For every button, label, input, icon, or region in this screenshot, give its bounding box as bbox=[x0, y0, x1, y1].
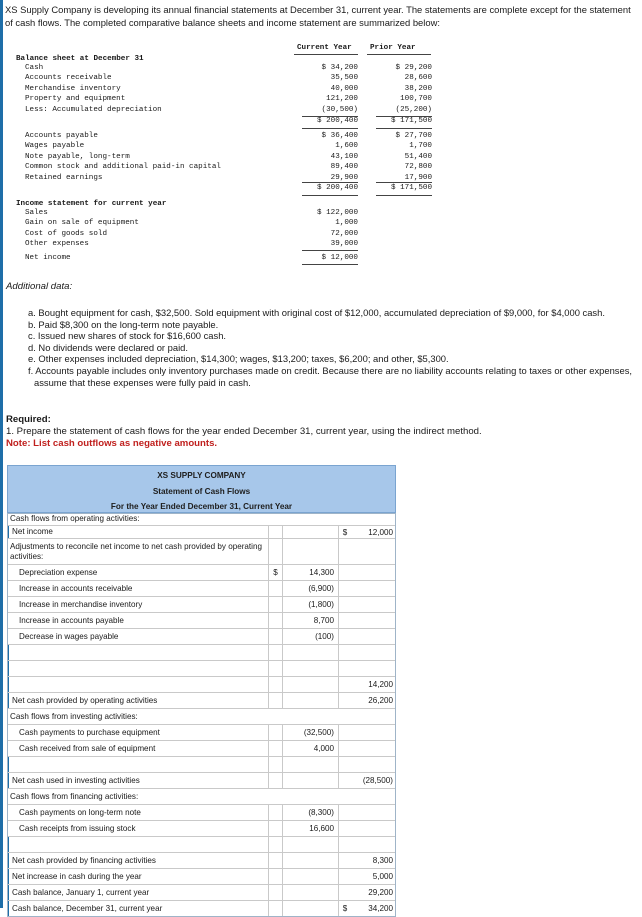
cf-amount-col1: (32,500) bbox=[283, 725, 339, 740]
cf-amount-col1: (8,300) bbox=[283, 805, 339, 820]
cf-row-label: Cash balance, December 31, current year bbox=[7, 901, 269, 916]
required-note: Note: List cash outflows as negative amounts. bbox=[6, 438, 218, 449]
cf-dollar-sign bbox=[269, 597, 283, 612]
asset-row-label: Accounts receivable bbox=[25, 74, 112, 83]
income-row-current: 72,000 bbox=[330, 229, 358, 238]
cf-amount-col1 bbox=[283, 885, 339, 900]
cf-dollar-sign bbox=[339, 581, 351, 596]
asset-row bbox=[0, 64, 640, 74]
balance-sheet-title: Balance sheet at December 31 bbox=[16, 55, 144, 63]
asset-row-prior: (25,200) bbox=[395, 105, 432, 114]
cf-dollar-sign bbox=[269, 805, 283, 820]
net-income-row-label: Net income bbox=[25, 254, 71, 262]
cf-amount-col2 bbox=[351, 725, 396, 740]
cf-dollar-sign bbox=[339, 805, 351, 820]
cf-dollar-sign bbox=[339, 853, 351, 868]
liability-row-label: Common stock and additional paid-in capital bbox=[25, 163, 221, 172]
liability-row-prior: 17,900 bbox=[404, 173, 432, 182]
additional-item: a. Bought equipment for cash, $32,500. Sold equipment with original cost of $12,000, accumulated depreciation of $9,000, for $4,000 cash. bbox=[28, 307, 605, 318]
cf-amount-col1 bbox=[283, 853, 339, 868]
rule-line bbox=[376, 116, 432, 117]
cf-dollar-sign bbox=[269, 629, 283, 644]
cf-row bbox=[7, 526, 396, 539]
rule-line bbox=[376, 195, 432, 196]
cf-dollar-sign bbox=[269, 613, 283, 628]
cf-amount-col1: 8,700 bbox=[283, 613, 339, 628]
cf-dollar-sign bbox=[339, 885, 351, 900]
cf-dollar-sign bbox=[269, 725, 283, 740]
cf-amount-col1: (1,800) bbox=[283, 597, 339, 612]
income-row bbox=[0, 219, 640, 229]
cf-amount-col2: 8,300 bbox=[372, 856, 393, 865]
asset-row-label: Cash bbox=[25, 64, 44, 72]
cf-dollar-sign bbox=[269, 693, 283, 708]
cf-amount-col1 bbox=[283, 773, 339, 788]
cf-amount-col1 bbox=[283, 869, 339, 884]
required-block bbox=[6, 414, 626, 450]
cf-amount-col1: 16,600 bbox=[283, 821, 339, 836]
rule-line bbox=[302, 250, 358, 251]
cf-amount-col2 bbox=[351, 757, 396, 772]
cf-row-label: Adjustments to reconcile net income to net cash provided by operating activities: bbox=[7, 539, 269, 564]
cf-dollar-sign bbox=[339, 539, 351, 564]
cf-dollar-sign bbox=[339, 693, 351, 708]
cf-dollar-sign bbox=[269, 581, 283, 596]
cf-row-label bbox=[7, 757, 269, 772]
cf-row-label: Cash flows from operating activities: bbox=[10, 514, 140, 523]
cf-row-label: Cash flows from financing activities: bbox=[10, 791, 139, 801]
total-liab-row-current: $ 200,400 bbox=[316, 184, 358, 192]
cf-row bbox=[7, 597, 396, 613]
asset-row bbox=[0, 85, 640, 95]
income-row bbox=[0, 209, 640, 219]
total-liab-row bbox=[0, 184, 640, 194]
liability-row-label: Note payable, long-term bbox=[25, 152, 130, 161]
cf-amount-col1: (100) bbox=[283, 629, 339, 644]
cf-dollar-sign bbox=[269, 741, 283, 756]
intro-text: XS Supply Company is developing its annual financial statements at December 31, current year. The statements are complete except for the statement of cash flows. The completed comparative balance sheets and income statement are summarized below: bbox=[5, 4, 631, 28]
rule-line bbox=[302, 195, 358, 196]
cf-row bbox=[7, 629, 396, 645]
cf-row-label: Net cash provided by financing activities bbox=[7, 853, 269, 868]
cf-amount-col1 bbox=[283, 526, 339, 538]
cf-row-label: Increase in merchandise inventory bbox=[7, 597, 269, 612]
cf-row-label: Cash received from sale of equipment bbox=[7, 741, 269, 756]
cf-amount-col2 bbox=[351, 539, 396, 564]
cf-row bbox=[7, 581, 396, 597]
income-row-label: Other expenses bbox=[25, 240, 89, 249]
cf-row bbox=[7, 885, 396, 901]
cf-amount-col2 bbox=[351, 597, 396, 612]
cf-dollar-sign bbox=[339, 725, 351, 740]
cf-dollar-sign bbox=[269, 837, 283, 852]
cf-row bbox=[7, 821, 396, 837]
liability-row-current: 29,900 bbox=[330, 173, 358, 182]
cf-amount-col2 bbox=[351, 805, 396, 820]
cf-row-label: Increase in accounts payable bbox=[7, 613, 269, 628]
liability-row-prior: 1,700 bbox=[409, 142, 432, 151]
rule-line bbox=[376, 128, 432, 129]
required-heading: Required: bbox=[6, 414, 51, 425]
cf-row bbox=[7, 725, 396, 741]
cf-amount-col1 bbox=[283, 901, 339, 916]
asset-row-label: Less: Accumulated depreciation bbox=[25, 105, 162, 114]
additional-item: b. Paid $8,300 on the long-term note payable. bbox=[28, 318, 219, 330]
cf-amount-col2 bbox=[351, 741, 396, 756]
cf-dollar-sign bbox=[269, 901, 283, 916]
cf-dollar-sign bbox=[339, 773, 351, 788]
total-assets-row bbox=[0, 117, 640, 127]
cf-row bbox=[7, 565, 396, 581]
cf-row-label: Net increase in cash during the year bbox=[7, 869, 269, 884]
net-income-row-current: $ 12,000 bbox=[321, 254, 358, 262]
cf-amount-col2 bbox=[351, 821, 396, 836]
cf-row-label: Decrease in wages payable bbox=[7, 629, 269, 644]
liability-row-prior: 51,400 bbox=[404, 152, 432, 161]
liability-row-current: 43,100 bbox=[330, 152, 358, 161]
additional-item: d. No dividends were declared or paid. bbox=[28, 341, 188, 353]
cf-dollar-sign bbox=[339, 869, 351, 884]
cf-amount-col1 bbox=[283, 837, 339, 852]
cf-amount-col2: 34,200 bbox=[368, 904, 393, 913]
total-liab-row-prior: $ 171,500 bbox=[390, 184, 432, 192]
cf-dollar-sign bbox=[339, 821, 351, 836]
cf-amount-col2: (28,500) bbox=[362, 776, 393, 785]
cf-dollar-sign bbox=[339, 677, 351, 692]
liability-row-label: Retained earnings bbox=[25, 173, 103, 182]
cf-row bbox=[7, 741, 396, 757]
cf-amount-col2 bbox=[351, 581, 396, 596]
cf-row-label: Cash payments on long-term note bbox=[7, 805, 269, 820]
col-current-header: Current Year bbox=[297, 44, 352, 52]
income-row-current: 1,000 bbox=[335, 219, 358, 228]
liability-row-label: Wages payable bbox=[25, 142, 85, 151]
cf-company: XS SUPPLY COMPANY bbox=[157, 471, 246, 480]
cf-amount-col2 bbox=[351, 565, 396, 580]
cf-row bbox=[7, 613, 396, 629]
liability-row-prior: $ 27,700 bbox=[395, 132, 432, 140]
cf-dollar-sign bbox=[269, 645, 283, 660]
cf-dollar-sign bbox=[269, 526, 283, 538]
rule-line bbox=[376, 182, 432, 183]
required-item: 1. Prepare the statement of cash flows for the year ended December 31, current year, using the indirect method. bbox=[6, 426, 482, 437]
cf-row-label bbox=[7, 677, 269, 692]
rule-line bbox=[302, 182, 358, 183]
liability-row-current: $ 36,400 bbox=[321, 132, 358, 140]
cf-dollar-sign bbox=[269, 885, 283, 900]
cf-row bbox=[7, 901, 396, 917]
income-row-current: $ 122,000 bbox=[316, 209, 358, 217]
cf-row-label: Cash balance, January 1, current year bbox=[7, 885, 269, 900]
cf-amount-col2 bbox=[351, 837, 396, 852]
cf-dollar-sign bbox=[269, 821, 283, 836]
cf-row bbox=[7, 661, 396, 677]
cf-dollar-sign: $ bbox=[342, 904, 348, 913]
income-row-label: Sales bbox=[25, 209, 48, 217]
cf-amount-col2 bbox=[351, 661, 396, 676]
cf-dollar-sign bbox=[269, 661, 283, 676]
income-row bbox=[0, 240, 640, 250]
total-assets-row-prior: $ 171,500 bbox=[390, 117, 432, 125]
asset-row bbox=[0, 106, 640, 116]
cf-amount-col1: (6,900) bbox=[283, 581, 339, 596]
liability-row bbox=[0, 142, 640, 152]
additional-item: c. Issued new shares of stock for $16,600 cash. bbox=[28, 330, 227, 342]
cf-dollar-sign bbox=[339, 565, 351, 580]
cf-header bbox=[7, 465, 396, 513]
cf-row bbox=[7, 645, 396, 661]
cf-dollar-sign bbox=[269, 773, 283, 788]
cf-amount-col2 bbox=[351, 645, 396, 660]
cf-dollar-sign bbox=[339, 629, 351, 644]
cf-row-label: Cash receipts from issuing stock bbox=[7, 821, 269, 836]
cf-row-label bbox=[7, 645, 269, 660]
cf-row-label bbox=[7, 837, 269, 852]
asset-row-prior: 28,600 bbox=[404, 74, 432, 83]
cf-row bbox=[7, 513, 396, 526]
additional-item: f. Accounts payable includes only inventory purchases made on credit. Because there are no liability accounts relating to taxes or other expenses, assume that these expenses were fully paid in cash. bbox=[28, 364, 632, 388]
liability-row-prior: 72,800 bbox=[404, 163, 432, 172]
rule-line bbox=[302, 116, 358, 117]
cf-row-label: Cash flows from investing activities: bbox=[10, 711, 138, 721]
cf-row-label: Net cash provided by operating activities bbox=[7, 693, 269, 708]
cf-dollar-sign bbox=[269, 869, 283, 884]
liability-row bbox=[0, 132, 640, 142]
cf-dollar-sign bbox=[339, 613, 351, 628]
liability-row-current: 1,600 bbox=[335, 142, 358, 151]
rule-line bbox=[302, 128, 358, 129]
cf-amount-col1 bbox=[283, 757, 339, 772]
additional-title: Additional data: bbox=[6, 281, 73, 292]
asset-row-prior: $ 29,200 bbox=[395, 64, 432, 72]
cf-row bbox=[7, 789, 396, 805]
cf-row-label: Cash payments to purchase equipment bbox=[7, 725, 269, 740]
cf-row bbox=[7, 805, 396, 821]
asset-row-current: 121,200 bbox=[326, 95, 358, 104]
income-title: Income statement for current year bbox=[16, 200, 167, 208]
asset-row-prior: 100,700 bbox=[400, 95, 432, 104]
cf-amount-col1 bbox=[283, 677, 339, 692]
cf-amount-col2: 5,000 bbox=[372, 872, 393, 881]
cf-row bbox=[7, 869, 396, 885]
cf-row-label bbox=[7, 661, 269, 676]
income-row-label: Cost of goods sold bbox=[25, 229, 108, 238]
cf-amount-col2 bbox=[351, 629, 396, 644]
cf-amount-col1 bbox=[283, 661, 339, 676]
cf-amount-col1 bbox=[283, 693, 339, 708]
total-assets-row-current: $ 200,400 bbox=[316, 117, 358, 125]
col-prior-header: Prior Year bbox=[370, 44, 416, 52]
cf-amount-col1: 14,300 bbox=[283, 565, 339, 580]
cf-row-label: Net cash used in investing activities bbox=[7, 773, 269, 788]
cf-dollar-sign bbox=[339, 837, 351, 852]
cf-dollar-sign bbox=[339, 661, 351, 676]
cf-amount-col2: 29,200 bbox=[368, 888, 393, 897]
cf-dollar-sign bbox=[339, 597, 351, 612]
asset-row bbox=[0, 95, 640, 105]
cf-statement: Statement of Cash Flows bbox=[152, 487, 251, 496]
liability-row bbox=[0, 153, 640, 163]
cf-amount-col1: 4,000 bbox=[283, 741, 339, 756]
cf-row bbox=[7, 773, 396, 789]
liability-row bbox=[0, 163, 640, 173]
cf-row-label: Increase in accounts receivable bbox=[7, 581, 269, 596]
income-row-current: 39,000 bbox=[330, 240, 358, 249]
cf-row bbox=[7, 693, 396, 709]
income-row bbox=[0, 230, 640, 240]
asset-row-current: (30,500) bbox=[321, 105, 358, 114]
liability-row-current: 89,400 bbox=[330, 163, 358, 172]
additional-list bbox=[20, 307, 632, 388]
cf-dollar-sign bbox=[339, 741, 351, 756]
income-row-label: Gain on sale of equipment bbox=[25, 219, 139, 228]
cf-amount-col2 bbox=[351, 613, 396, 628]
cf-row bbox=[7, 677, 396, 693]
rule-line bbox=[302, 264, 358, 265]
cf-dollar-sign bbox=[269, 757, 283, 772]
asset-row-current: 35,500 bbox=[330, 74, 358, 83]
cf-row bbox=[7, 837, 396, 853]
cf-dollar-sign: $ bbox=[269, 565, 283, 580]
asset-row-label: Merchandise inventory bbox=[25, 84, 121, 93]
cf-amount-col1 bbox=[283, 539, 339, 564]
asset-row-current: 40,000 bbox=[330, 84, 358, 93]
cf-row bbox=[7, 709, 396, 725]
cf-row-label: Depreciation expense bbox=[7, 565, 269, 580]
cf-row bbox=[7, 757, 396, 773]
cf-amount-col2: 14,200 bbox=[368, 680, 393, 689]
net-income-row bbox=[0, 254, 640, 264]
cf-amount-col2: 26,200 bbox=[368, 696, 393, 705]
cf-dollar-sign bbox=[339, 645, 351, 660]
asset-row-label: Property and equipment bbox=[25, 95, 126, 104]
asset-row-current: $ 34,200 bbox=[321, 64, 358, 72]
cf-period: For the Year Ended December 31, Current Year bbox=[110, 502, 293, 511]
cf-row bbox=[7, 853, 396, 869]
cf-row bbox=[7, 539, 396, 565]
cf-dollar-sign bbox=[269, 677, 283, 692]
asset-row-prior: 38,200 bbox=[404, 84, 432, 93]
cf-dollar-sign bbox=[269, 539, 283, 564]
cf-amount-col2: 12,000 bbox=[368, 527, 393, 537]
liability-row-label: Accounts payable bbox=[25, 132, 98, 140]
cf-row-label: Net income bbox=[7, 526, 269, 538]
additional-item: e. Other expenses included depreciation, $14,300; wages, $13,200; taxes, $6,200; and other, $5,300. bbox=[28, 353, 449, 365]
cf-dollar-sign bbox=[269, 853, 283, 868]
cf-dollar-sign bbox=[339, 757, 351, 772]
cf-amount-col1 bbox=[283, 645, 339, 660]
asset-row bbox=[0, 74, 640, 84]
cf-dollar-sign: $ bbox=[342, 527, 348, 537]
